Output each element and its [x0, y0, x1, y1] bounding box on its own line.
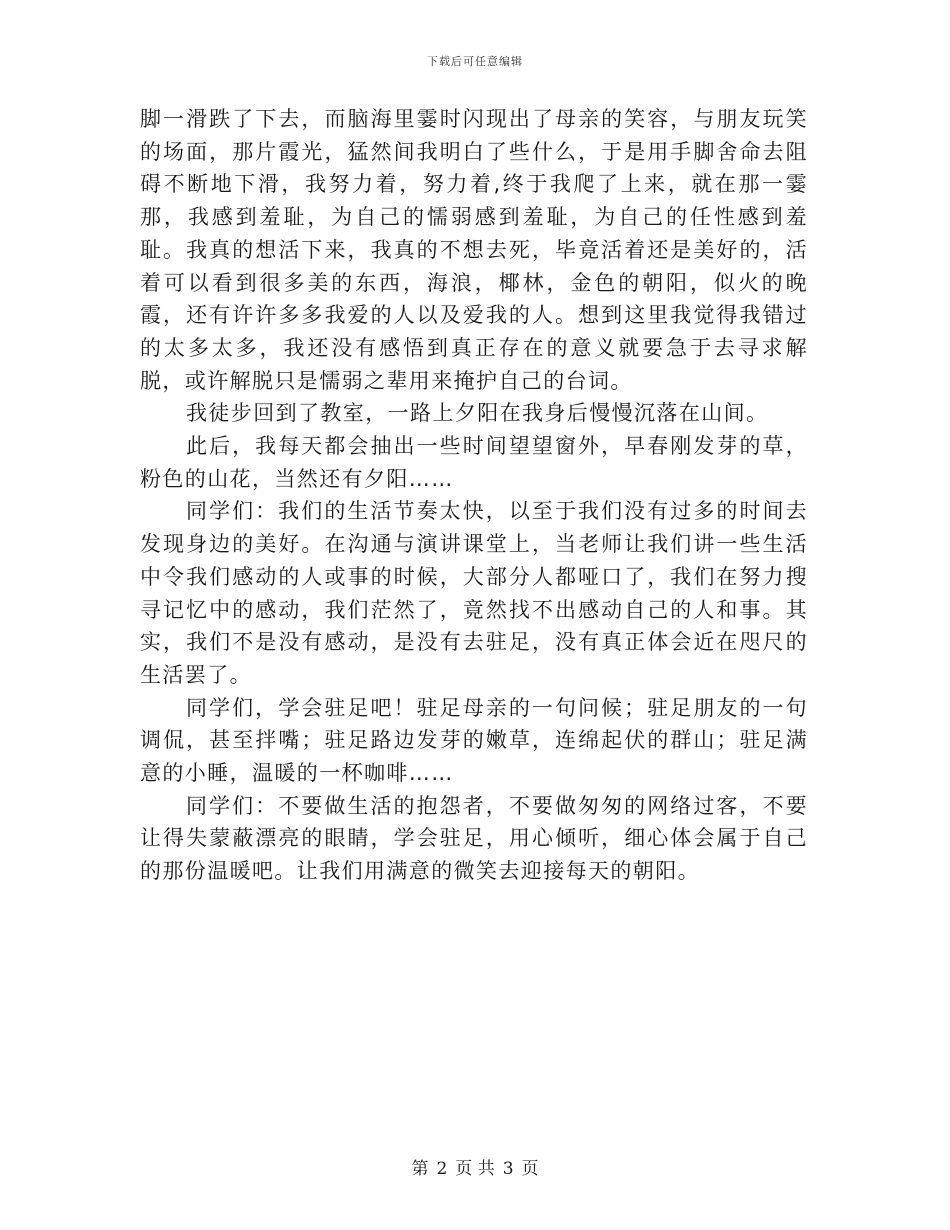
page-header: 下载后可任意编辑	[427, 55, 523, 68]
paragraph-window: 此后，我每天都会抽出一些时间望望窗外，早春刚发芽的草，粉色的山花，当然还有夕阳……	[140, 434, 808, 491]
paragraph-return-classroom: 我徒步回到了教室，一路上夕阳在我身后慢慢沉落在山间。	[186, 401, 769, 426]
page-footer	[0, 1154, 950, 1179]
document-body	[140, 103, 808, 888]
paragraph-learn-to-pause: 同学们，学会驻足吧！驻足母亲的一句问候；驻足朋友的一句调侃，甚至拌嘴；驻足路边发芽的嫩草，连绵起伏的群山；驻足满意的小睡，温暖的一杯咖啡……	[140, 695, 808, 786]
footer-suffix: 页	[521, 1159, 539, 1179]
paragraph-classmates-fast-life: 同学们：我们的生活节奏太快，以至于我们没有过多的时间去发现身边的美好。在沟通与演讲课堂上，当老师让我们讲一些生活中令我们感动的人或事的时候，大部分人都哑口了，我们在努力搜寻记忆中的感动，我们茫然了，竟然找不出感动自己的人和事。其实，我们不是没有感动，是没有去驻足，没有真正体会近在咫尺的生活罢了。	[140, 499, 808, 687]
paragraph-continued: 脚一滑跌了下去，而脑海里霎时闪现出了母亲的笑容，与朋友玩笑的场面，那片霞光，猛然间我明白了些什么，于是用手脚舍命去阻碍不断地下滑，我努力着，努力着,终于我爬了上来，就在那一霎那，我感到羞耻，为自己的懦弱感到羞耻，为自己的任性感到羞耻。我真的想活下来，我真的不想去死，毕竟活着还是美好的，活着可以看到很多美的东西，海浪，椰林，金色的朝阳，似火的晚霞，还有许许多多我爱的人以及爱我的人。想到这里我觉得我错过的太多太多，我还没有感悟到真正存在的意义就要急于去寻求解脱，或许解脱只是懦弱之辈用来掩护自己的台词。	[140, 107, 808, 393]
footer-total-pages: 3	[502, 1159, 514, 1179]
footer-prefix: 第	[411, 1159, 429, 1179]
footer-page-number: 2	[436, 1159, 448, 1179]
paragraph-conclusion: 同学们：不要做生活的抱怨者，不要做匆匆的网络过客，不要让得失蒙蔽漂亮的眼睛，学会驻足，用心倾听，细心体会属于自己的那份温暖吧。让我们用满意的微笑去迎接每天的朝阳。	[140, 793, 808, 884]
footer-middle: 页 共	[455, 1159, 495, 1179]
